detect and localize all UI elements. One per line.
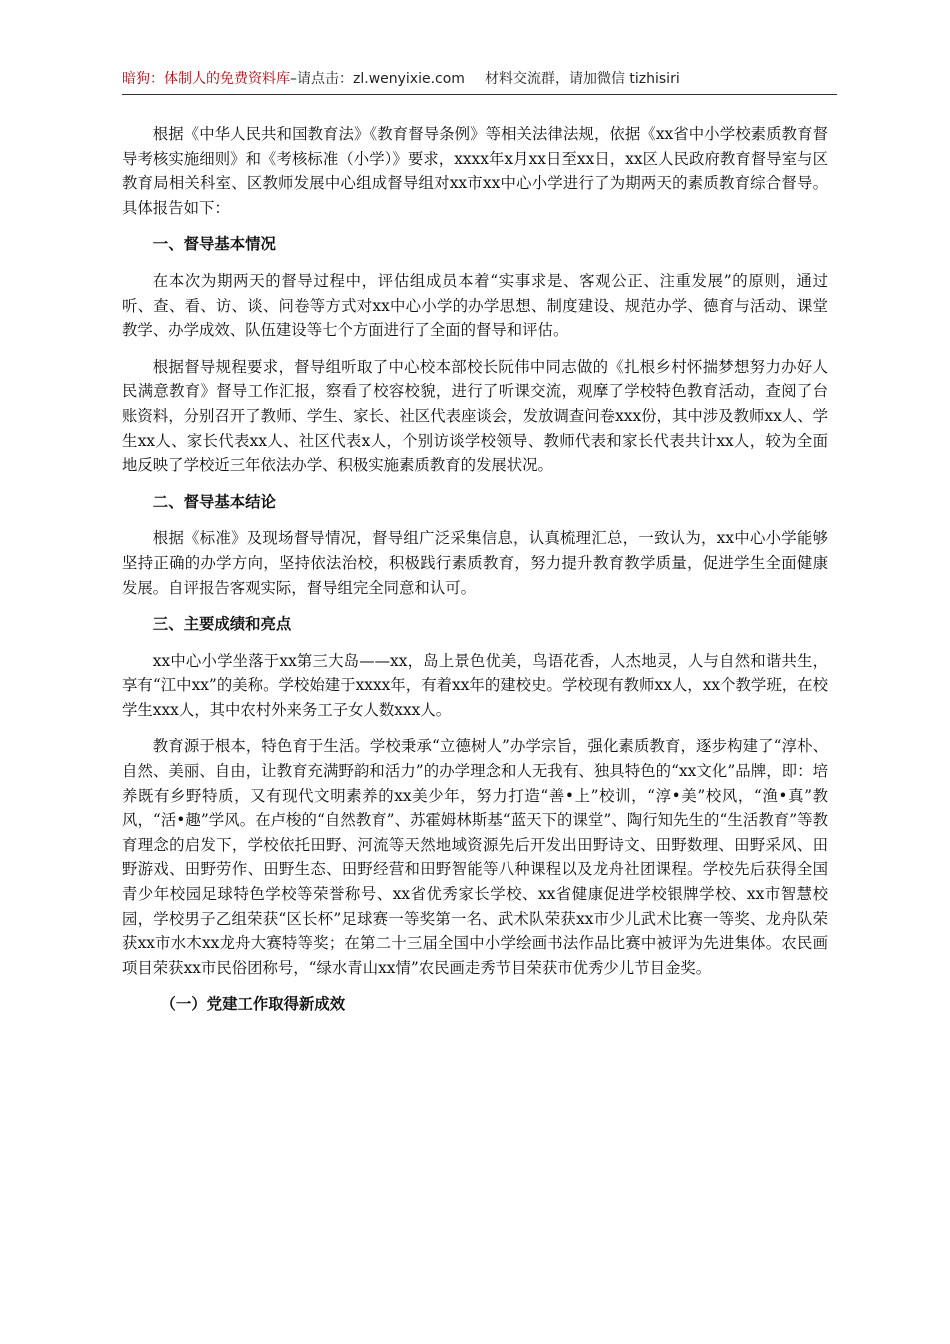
header-wechat-note: 材料交流群，请加微信 tizhisiri xyxy=(484,71,680,87)
paragraph-4: xx中心小学坐落于xx第三大岛——xx，岛上景色优美，鸟语花香，人杰地灵，人与自然和谐共生，享有“江中xx”的美称。学校始建于xxxx年，有着xx年的建校史。学校现有教师xx人，xx个教学班，在校学生xxx人，其中农村外来务工子女人数xxx人。 xyxy=(122,651,828,719)
section-heading-1: 一、督导基本情况 xyxy=(152,235,276,254)
paragraph-1: 在本次为期两天的督导过程中，评估组成员本着“实事求是、客观公正、注重发展”的原则，通过听、查、看、访、谈、问卷等方式对xx中心小学的办学思想、制度建设、规范办学、德育与活动、课堂教学、办学成效、队伍建设等七个方面进行了全面的督导和评估。 xyxy=(122,271,828,340)
subsection-heading-1: （一）党建工作取得新成效 xyxy=(160,995,346,1014)
intro-paragraph: 根据《中华人民共和国教育法》《教育督导条例》等相关法律法规，依据《xx省中小学校素质教育督导考核实施细则》和《考核标准（小学）》要求，xxxx年x月xx日至xx日，xx区人民政府教育督导室与区教育局相关科室、区教师发展中心组成督导组对xx市xx中心小学进行了为期两天的素质教育综合督导。具体报告如下： xyxy=(122,125,828,217)
document-body xyxy=(122,122,828,1029)
page-header xyxy=(122,68,837,96)
header-divider xyxy=(122,94,837,95)
header-brand: 暗狗：体制人的免费资料库 xyxy=(122,71,290,87)
paragraph-3: 根据《标准》及现场督导情况，督导组广泛采集信息，认真梳理汇总，一致认为，xx中心小学能够坚持正确的办学方向，坚持依法治校，积极践行素质教育，努力提升教育教学质量，促进学生全面健康发展。自评报告客观实际，督导组完全同意和认可。 xyxy=(122,529,828,597)
section-heading-3: 三、主要成绩和亮点 xyxy=(152,615,292,634)
header-prompt: –请点击： xyxy=(290,71,353,87)
section-heading-2: 二、督导基本结论 xyxy=(152,492,276,511)
header-url-link[interactable]: zl.wenyixie.com xyxy=(353,71,465,87)
paragraph-5: 教育源于根本，特色育于生活。学校秉承“立德树人”办学宗旨，强化素质教育，逐步构建了“淳朴、自然、美丽、自由，让教育充满野韵和活力”的办学理念和人无我有、独具特色的“xx文化”品牌，即：培养既有乡野特质，又有现代文明素养的xx美少年，努力打造“善•上”校训，“淳•美”校风，“渔•真”教风，“活•趣”学风。在卢梭的“自然教育”、苏霍姆林斯基“蓝天下的课堂”、陶行知先生的“生活教育”等教育理念的启发下，学校依托田野、河流等天然地域资源先后开发出田野诗文、田野数理、田野采风、田野游戏、田野劳作、田野生态、田野经营和田野智能等八种课程以及龙舟社团课程。学校先后获得全国青少年校园足球特色学校等荣誉称号、xx省优秀家长学校、xx省健康促进学校银牌学校、xx市智慧校园，学校男子乙组荣获“区长杯”足球赛一等奖第一名、武术队荣获xx市少儿武术比赛一等奖、龙舟队荣获xx市水木xx龙舟大赛特等奖；在第二十三届全国中小学绘画书法作品比赛中被评为先进集体。农民画项目荣获xx市民俗团称号，“绿水青山xx情”农民画走秀节目荣获市优秀少儿节目金奖。 xyxy=(122,737,828,977)
paragraph-2: 根据督导规程要求，督导组听取了中心校本部校长阮伟中同志做的《扎根乡村怀揣梦想努力办好人民满意教育》督导工作汇报，察看了校容校貌，进行了听课交流，观摩了学校特色教育活动，查阅了台账资料，分别召开了教师、学生、家长、社区代表座谈会，发放调查问卷xxx份，其中涉及教师xx人、学生xx人、家长代表xx人、社区代表x人，个别访谈学校领导、教师代表和家长代表共计xx人，较为全面地反映了学校近三年依法办学、积极实施素质教育的发展状况。 xyxy=(122,357,828,475)
